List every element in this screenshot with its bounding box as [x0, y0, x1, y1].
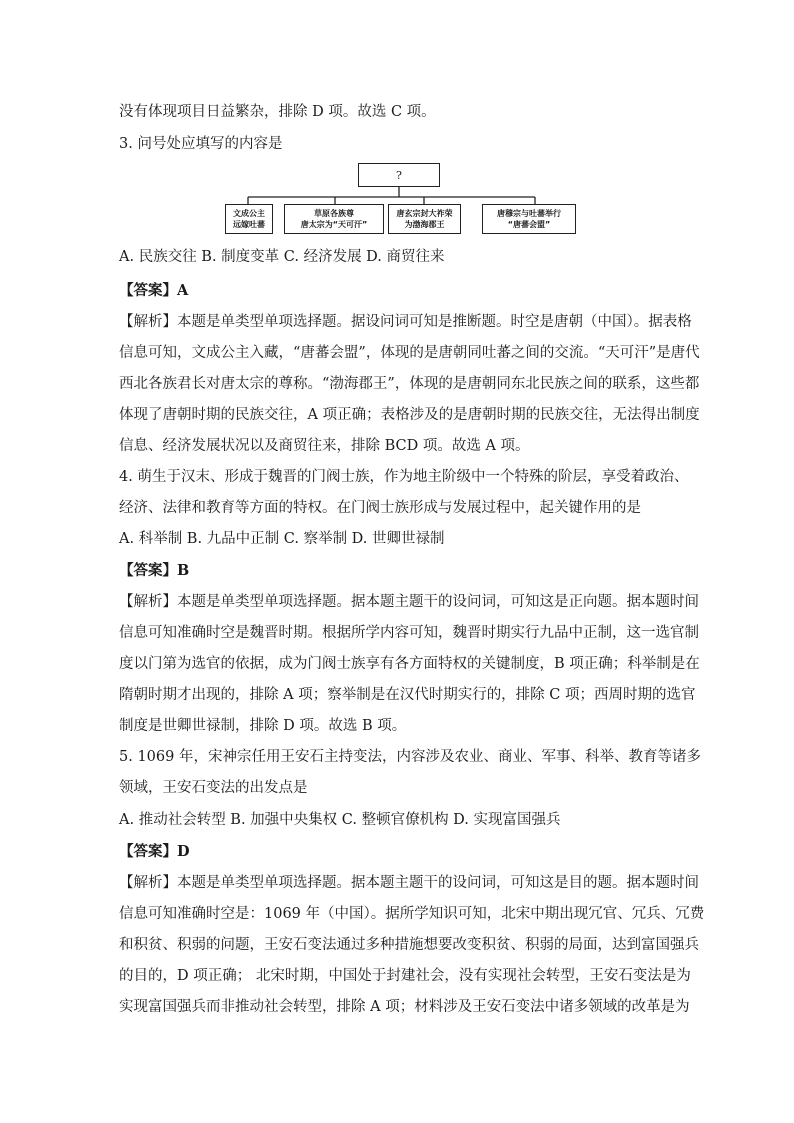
- question-3-stem: 3. 问号处应填写的内容是: [119, 136, 283, 152]
- question-4-answer: 【答案】B: [119, 562, 190, 579]
- diagram-root-box: ?: [358, 163, 440, 187]
- question-3-analysis-4: 体现了唐朝时期的民族交往，A 项正确；表格涉及的是唐朝时期的民族交往，无法得出制度: [119, 407, 700, 423]
- question-3-diagram: [222, 160, 578, 240]
- diagram-leaf-bohai: 唐玄宗封大祚荣 为渤海郡王: [388, 204, 461, 234]
- question-4-analysis-3: 度以门第为选官的依据，成为门阀士族享有各方面特权的关键制度，B 项正确；科举制是在: [119, 656, 700, 672]
- question-3-analysis-5: 信息、经济发展状况以及商贸往来，排除 BCD 项。故选 A 项。: [119, 438, 530, 454]
- question-3-options: A. 民族交往 B. 制度变革 C. 经济发展 D. 商贸往来: [119, 249, 445, 265]
- diagram-leaf-wencheng: 文成公主 远嫁吐蕃: [225, 204, 273, 234]
- question-4-analysis-4: 隋朝时期才出现的，排除 A 项；察举制是在汉代时期实行的，排除 C 项；西周时期的选官: [119, 687, 696, 703]
- question-3-analysis-1: 【解析】本题是单类型单项选择题。据设问词可知是推断题。时空是唐朝（中国）。据表格: [119, 314, 692, 330]
- question-5-stem-2: 领域，王安石变法的出发点是: [119, 780, 308, 796]
- question-4-stem-2: 经济、法律和教育等方面的特权。在门阀士族形成与发展过程中，起关键作用的是: [119, 500, 641, 516]
- question-4-analysis-1: 【解析】本题是单类型单项选择题。据本题主题干的设问词，可知这是正向题。据本题时间: [119, 594, 699, 610]
- question-5-analysis-4: 的目的，D 项正确； 北宋时期，中国处于封建社会，没有实现社会转型，王安石变法是为: [119, 968, 691, 984]
- question-3-analysis-2: 信息可知，文成公主入藏，“唐蕃会盟”，体现的是唐朝同吐蕃之间的交流。“天可汗”是唐代: [119, 345, 700, 361]
- question-5-options: A. 推动社会转型 B. 加强中央集权 C. 整顿官僚机构 D. 实现富国强兵: [119, 812, 561, 828]
- question-3-analysis-3: 西北各族君长对唐太宗的尊称。“渤海郡王”，体现的是唐朝同东北民族之间的联系，这些都: [119, 376, 700, 392]
- prev-answer-tail: 没有体现项目日益繁杂，排除 D 项。故选 C 项。: [119, 104, 436, 120]
- question-4-analysis-2: 信息可知准确时空是魏晋时期。根据所学内容可知，魏晋时期实行九品中正制，这一选官制: [119, 625, 699, 641]
- question-5-analysis-3: 和积贫、积弱的问题，王安石变法通过多种措施想要改变积贫、积弱的局面，达到富国强兵: [119, 937, 699, 953]
- question-5-stem-1: 5. 1069 年，宋神宗任用王安石主持变法，内容涉及农业、商业、军事、科举、教育等诸多: [119, 749, 701, 765]
- question-5-analysis-2: 信息可知准确时空是：1069 年（中国）。据所学知识可知，北宋中期出现冗官、冗兵、冗费: [119, 906, 705, 922]
- question-5-answer: 【答案】D: [119, 843, 190, 860]
- question-4-options: A. 科举制 B. 九品中正制 C. 察举制 D. 世卿世禄制: [119, 531, 445, 547]
- question-5-analysis-5: 实现富国强兵而非推动社会转型，排除 A 项；材料涉及王安石变法中诸多领域的改革是为: [119, 999, 690, 1015]
- question-3-answer: 【答案】A: [119, 282, 189, 299]
- diagram-leaf-tiankehan: 草原各族尊 唐太宗为“天可汗”: [284, 204, 384, 234]
- question-4-analysis-5: 制度是世卿世禄制，排除 D 项。故选 B 项。: [119, 718, 407, 734]
- diagram-leaf-tangfan-alliance: 唐穆宗与吐蕃举行 “唐蕃会盟”: [482, 204, 576, 234]
- question-5-analysis-1: 【解析】本题是单类型单项选择题。据本题主题干的设问词，可知这是目的题。据本题时间: [119, 875, 699, 891]
- question-4-stem-1: 4. 萌生于汉末、形成于魏晋的门阀士族，作为地主阶级中一个特殊的阶层，享受着政治、: [119, 469, 689, 485]
